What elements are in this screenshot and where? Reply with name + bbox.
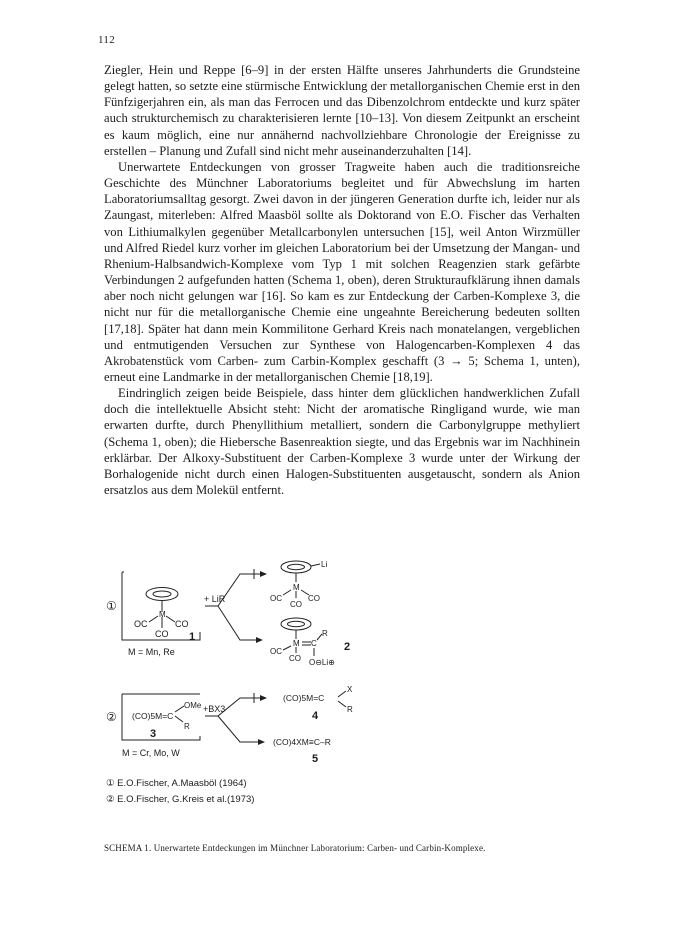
blocked-co-left: OC [270,594,282,603]
reference-2: ② E.O.Fischer, G.Kreis et al.(1973) [106,794,255,805]
blocked-co-bottom: CO [290,600,302,609]
paragraph-3: Eindringlich zeigen beide Beispiele, dass hinter dem glücklichen handwerklichen Zufall doch die intellektuelle Absicht steht: Nicht der aromatische Ringligand wurde, wie man erwarten durfte, durch Phenyllithium metalliert, sondern die Carbonylgruppe methyliert (Schema 1, oben); die Hiebersche Basenreaktion siegte, und das Ergebnis war im Nachhinein erklärbar. Der Alkoxy-Substituent der Carben-Komplexe 3 wurde unter der Wirkung der Borhalogenide nicht durch einen Halogen-Substituenten ausgetauscht, sondern als Anion ersatzlos aus dem Molekül entfernt. [104,386,580,498]
page-number: 112 [98,34,115,46]
complex-1-metal: M [159,610,166,619]
compound-3-ome: OMe [184,701,202,710]
marker-1: ① [106,599,117,613]
figure-caption: SCHEMA 1. Unerwartete Entdeckungen im Münchner Laboratorium: Carben- und Carbin-Komplexe. [104,843,486,853]
compound-4-label: 4 [312,710,319,722]
paragraph-2: Unerwartete Entdeckungen von grosser Tragweite haben auch die traditionsreiche Geschichte des Münchner Laboratoriums begleitet und für Abwechslung im harten Laboratoriumsalltag gesorgt. Zwei davon in der jüngeren Generation durfte ich, leider nur als Zaungast, miterleben: Alfred Maasböl sollte als Doktorand von E.O. Fischer das Verhalten von Lithiumalkylen gegenüber Metallcarbonylen untersuchen [15], weil Anton Wirzmüller und Alfred Riedel kurz vorher im gleichen Laboratorium bei der Umsetzung der Mangan- und Rhenium-Halbsandwich-Komplexe vom Typ 1 mit solchen Reagenzien stark gefärbte Verbindungen 2 aufgefunden hatten (Schema 1, oben), deren Strukturaufklärung ihnen damals aber noch nicht gelungen war [16]. So kam es zur Entdeckung der Carben-Komplexe 3, die nicht nur für die metallorganische Chemie eine ungeahnte Bereicherung bedeuten sollten [17,18]. Später hat dann mein Kommilitone Gerhard Kreis nach monatelangen, vergeblichen und entmutigenden Versuchen zur Synthese von Halogencarben-Komplexen 4 das Akrobatenstück vom Carben- zum Carbin-Komplex geschafft (3 → 5; Schema 1, unten), erneut eine Landmarke in der metallorganischen Chemie [18,19]. [104,159,580,384]
compound-5-label: 5 [312,753,319,765]
product-2-carbene: C [311,639,317,648]
compound-4-formula: (CO)5M=C [283,693,325,703]
reagent-1: + LiR [204,594,226,604]
blocked-co-right: CO [308,594,320,603]
complex-1-co-right: CO [175,619,189,629]
compound-3-label: 3 [150,728,157,740]
compound-3-formula: (CO)5M=C [132,711,174,721]
product-2-metal: M [293,639,300,648]
reagent-2: +BX3 [203,704,226,714]
marker-2: ② [106,710,117,724]
compound-1-label: 1 [189,631,196,643]
paragraph-1: Ziegler, Hein und Reppe [6–9] in der ersten Hälfte unseres Jahrhunderts die Grundsteine gelegt hatten, so setzte eine stürmische Entwicklung der metallorganischen Chemie erst in den Fünfzigerjahren ein, als man das Ferrocen und das Dibenzolchrom entdeckte und kurz später auch strukturchemisch zu charakterisieren lernte [10–13]. Von diesem Zeitpunkt an erscheint es kaum möglich, eine nur annähernd nachvollziehbare Chronologie der Ereignisse zu erstellen – Planung und Zufall sind nicht mehr auseinanderzuhalten [14]. [104,63,580,158]
cp-ring-icon [281,561,320,582]
cp-ring-icon [146,588,178,613]
product-2-co-left: OC [270,647,282,656]
reference-1: ① E.O.Fischer, A.Maasböl (1964) [106,778,247,789]
blocked-ring-substituent: Li [321,560,328,569]
cp-ring-icon [281,618,311,639]
compound-5-formula: (CO)4XM≡C–R [273,737,331,747]
complex-1-co-bottom: CO [155,629,169,639]
product-2-anion: O⊖Li⊕ [309,658,335,667]
compound-4-x: X [347,685,353,694]
product-2-r: R [322,629,328,638]
blocked-metal: M [293,583,300,592]
compound-2-label: 2 [344,641,351,653]
complex-1-note: M = Mn, Re [128,647,175,657]
compound-4-r: R [347,705,353,714]
complex-1-co-left: OC [134,619,148,629]
compound-3-r: R [184,722,190,731]
product-2-co-bottom: CO [289,654,301,663]
complex-3-note: M = Cr, Mo, W [122,748,180,758]
